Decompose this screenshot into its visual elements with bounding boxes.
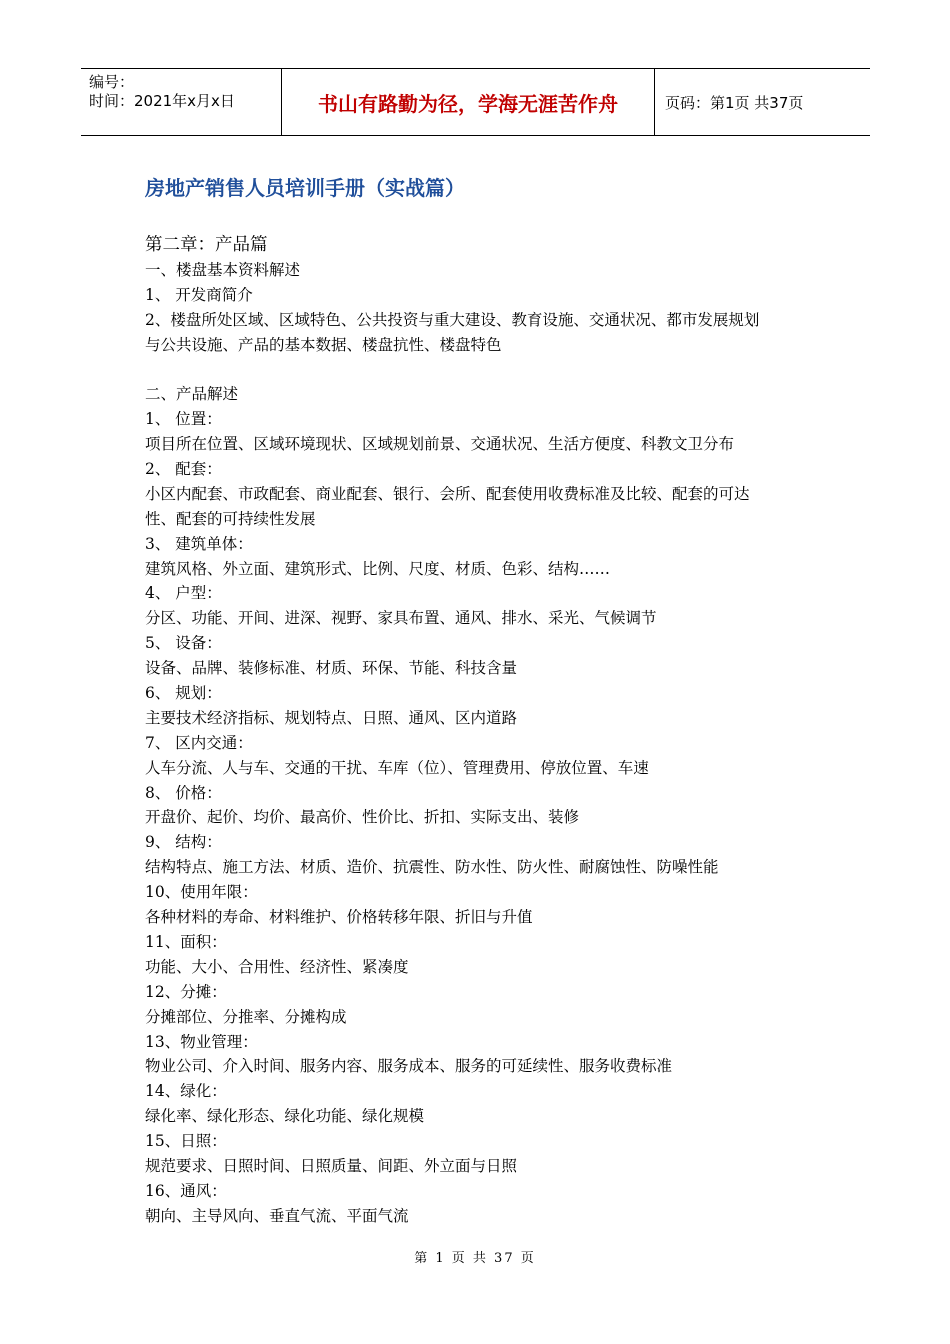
- body-line: 二、产品解述: [145, 385, 239, 404]
- body-line: 朝向、主导风向、垂直气流、平面气流: [145, 1206, 409, 1225]
- body-line: 1、 开发商简介: [145, 285, 253, 304]
- body-line: 4、 户型：: [145, 584, 222, 603]
- document-number: 编号：: [89, 73, 135, 91]
- document-body: [145, 233, 825, 1229]
- body-line: 开盘价、起价、均价、最高价、性价比、折扣、实际支出、装修: [145, 808, 580, 827]
- page-footer: 第 1 页 共 37 页: [414, 1251, 536, 1266]
- body-line: 16、通风：: [145, 1181, 227, 1200]
- body-line: 5、 设备：: [145, 634, 222, 653]
- body-line: 分摊部位、分推率、分摊构成: [145, 1007, 347, 1026]
- body-line: 10、使用年限：: [145, 883, 258, 902]
- body-line: 建筑风格、外立面、建筑形式、比例、尺度、材质、色彩、结构……: [145, 559, 611, 578]
- body-line: 1、 位置：: [145, 410, 222, 429]
- body-line: 功能、大小、合用性、经济性、紧凑度: [145, 957, 409, 976]
- body-line: 设备、品牌、装修标准、材质、环保、节能、科技含量: [145, 659, 518, 678]
- body-line: 3、 建筑单体：: [145, 534, 253, 553]
- page-header: [81, 68, 870, 136]
- blank-line: [145, 357, 825, 382]
- body-line: 分区、功能、开间、进深、视野、家具布置、通风、排水、采光、气候调节: [145, 609, 657, 628]
- body-line: 7、 区内交通：: [145, 733, 253, 752]
- body-line: 小区内配套、市政配套、商业配套、银行、会所、配套使用收费标准及比较、配套的可达: [145, 484, 750, 503]
- body-line: 项目所在位置、区域环境现状、区域规划前景、交通状况、生活方便度、科教文卫分布: [145, 435, 735, 454]
- body-line: 14、绿化：: [145, 1082, 227, 1101]
- body-line: 15、日照：: [145, 1132, 227, 1151]
- body-line: 绿化率、绿化形态、绿化功能、绿化规模: [145, 1107, 425, 1126]
- body-line: 规范要求、日照时间、日照质量、间距、外立面与日照: [145, 1156, 518, 1175]
- header-meta: [81, 69, 282, 135]
- header-page-info: 页码：第1页 共37页: [665, 93, 804, 112]
- chapter-heading: 第二章：产品篇: [145, 235, 268, 255]
- header-motto: 书山有路勤为径，学海无涯苦作舟: [282, 69, 655, 135]
- body-line: 性、配套的可持续性发展: [145, 509, 316, 528]
- body-line: 与公共设施、产品的基本数据、楼盘抗性、楼盘特色: [145, 335, 502, 354]
- body-line: 9、 结构：: [145, 833, 222, 852]
- document-title: 房地产销售人员培训手册（实战篇）: [145, 176, 465, 200]
- body-line: 12、分摊：: [145, 982, 227, 1001]
- body-line: 各种材料的寿命、材料维护、价格转移年限、折旧与升值: [145, 908, 533, 927]
- body-line: 人车分流、人与车、交通的干扰、车库（位）、管理费用、停放位置、车速: [145, 758, 649, 777]
- body-line: 13、物业管理：: [145, 1032, 258, 1051]
- body-line: 8、 价格：: [145, 783, 222, 802]
- body-line: 11、面积：: [145, 932, 227, 951]
- body-line: 6、 规划：: [145, 684, 222, 703]
- body-line: 2、楼盘所处区域、区域特色、公共投资与重大建设、教育设施、交通状况、都市发展规划: [145, 310, 760, 329]
- body-line: 主要技术经济指标、规划特点、日照、通风、区内道路: [145, 708, 518, 727]
- document-date: 时间：2021年x月x日: [89, 92, 235, 110]
- body-line: 2、 配套：: [145, 460, 222, 479]
- body-line: 结构特点、施工方法、材质、造价、抗震性、防水性、防火性、耐腐蚀性、防噪性能: [145, 858, 719, 877]
- body-line: 物业公司、介入时间、服务内容、服务成本、服务的可延续性、服务收费标准: [145, 1057, 673, 1076]
- body-line: 一、楼盘基本资料解述: [145, 260, 301, 279]
